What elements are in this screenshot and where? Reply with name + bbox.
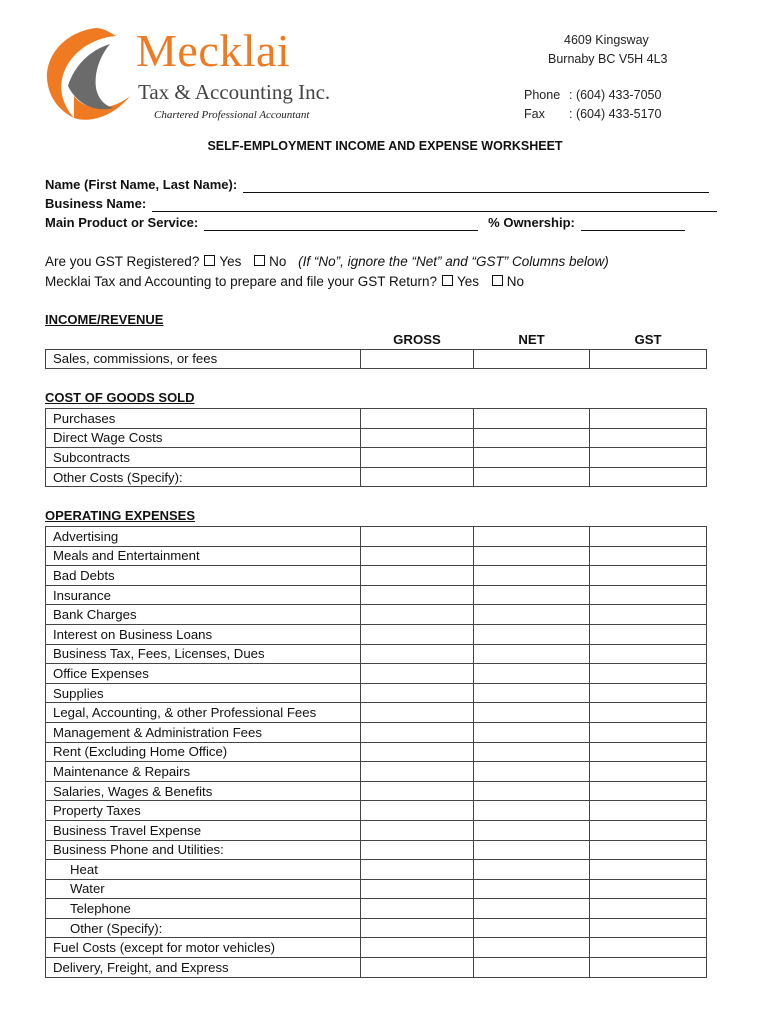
row-label: Legal, Accounting, & other Professional Fees (46, 703, 361, 723)
product-label: Main Product or Service: (45, 215, 199, 230)
income-table (45, 330, 707, 369)
gst-registered-row (45, 254, 609, 269)
business-label: Business Name: (45, 196, 147, 211)
gst-cell[interactable] (590, 664, 707, 684)
gst-cell[interactable] (590, 938, 707, 958)
table-row (46, 781, 707, 801)
table-row (46, 703, 707, 723)
table-row (46, 546, 707, 566)
row-label: Salaries, Wages & Benefits (46, 781, 361, 801)
gst-no-checkbox[interactable] (254, 255, 265, 266)
gst-header: GST (590, 330, 707, 349)
gross-cell[interactable] (361, 585, 474, 605)
table-row (46, 467, 707, 487)
net-cell[interactable] (474, 722, 590, 742)
gst-yes-checkbox[interactable] (204, 255, 215, 266)
gross-cell[interactable] (361, 938, 474, 958)
gross-cell[interactable] (361, 624, 474, 644)
table-row (46, 840, 707, 860)
gross-cell[interactable] (361, 762, 474, 782)
gst-cell[interactable] (590, 546, 707, 566)
table-row (46, 938, 707, 958)
gst-file-question: Mecklai Tax and Accounting to prepare and file your GST Return? (45, 274, 437, 289)
row-label: Business Tax, Fees, Licenses, Dues (46, 644, 361, 664)
gst-no-label: No (269, 254, 287, 269)
gst-file-row (45, 274, 524, 289)
phone-label: Phone (524, 88, 561, 102)
gst-question: Are you GST Registered? (45, 254, 200, 269)
row-label: Supplies (46, 683, 361, 703)
gross-cell[interactable] (361, 566, 474, 586)
ownership-label: % Ownership: (488, 215, 575, 230)
header-spacer (46, 330, 361, 349)
row-label: Sales, commissions, or fees (46, 349, 361, 369)
table-row (46, 349, 707, 369)
company-logo (44, 26, 344, 126)
net-cell[interactable] (474, 527, 590, 547)
row-label: Water (46, 879, 361, 899)
gross-cell[interactable] (361, 958, 474, 978)
net-cell[interactable] (474, 938, 590, 958)
gst-cell[interactable] (590, 801, 707, 821)
row-label: Advertising (46, 527, 361, 547)
company-address (524, 31, 668, 124)
opex-table (45, 526, 707, 978)
opex-section-title: OPERATING EXPENSES (45, 508, 196, 523)
net-cell[interactable] (474, 428, 590, 448)
column-header-row (46, 330, 707, 349)
table-row (46, 664, 707, 684)
net-cell[interactable] (474, 683, 590, 703)
gross-cell[interactable] (361, 664, 474, 684)
row-label: Property Taxes (46, 801, 361, 821)
gst-cell[interactable] (590, 899, 707, 919)
gst-cell[interactable] (590, 683, 707, 703)
net-cell[interactable] (474, 585, 590, 605)
gross-cell[interactable] (361, 899, 474, 919)
cogs-section-title: COST OF GOODS SOLD (45, 390, 195, 405)
net-cell[interactable] (474, 624, 590, 644)
table-row (46, 683, 707, 703)
net-cell[interactable] (474, 918, 590, 938)
phone-row (524, 86, 668, 105)
row-label: Subcontracts (46, 448, 361, 468)
gross-cell[interactable] (361, 801, 474, 821)
table-row (46, 585, 707, 605)
row-label: Office Expenses (46, 664, 361, 684)
phone-number: : (604) 433-7050 (569, 88, 662, 102)
gst-cell[interactable] (590, 742, 707, 762)
fax-label: Fax (524, 107, 545, 121)
gst-cell[interactable] (590, 860, 707, 880)
gross-cell[interactable] (361, 781, 474, 801)
gross-cell[interactable] (361, 742, 474, 762)
gst-cell[interactable] (590, 781, 707, 801)
name-label: Name (First Name, Last Name): (45, 177, 238, 192)
table-row (46, 428, 707, 448)
gross-cell[interactable] (361, 840, 474, 860)
row-label: Maintenance & Repairs (46, 762, 361, 782)
gst-cell[interactable] (590, 428, 707, 448)
table-row (46, 860, 707, 880)
business-line[interactable] (152, 198, 717, 212)
row-label: Telephone (46, 899, 361, 919)
company-subtitle: Tax & Accounting Inc. (138, 80, 331, 104)
gross-cell[interactable] (361, 918, 474, 938)
table-row (46, 879, 707, 899)
net-cell[interactable] (474, 899, 590, 919)
table-row (46, 566, 707, 586)
net-cell[interactable] (474, 781, 590, 801)
name-field-row (45, 177, 709, 193)
row-label: Other Costs (Specify): (46, 467, 361, 487)
gst-cell[interactable] (590, 566, 707, 586)
gst-cell[interactable] (590, 448, 707, 468)
gst-cell[interactable] (590, 840, 707, 860)
net-cell[interactable] (474, 467, 590, 487)
product-field-row (45, 215, 685, 231)
row-label: Other (Specify): (46, 918, 361, 938)
row-label: Rent (Excluding Home Office) (46, 742, 361, 762)
table-row (46, 624, 707, 644)
net-cell[interactable] (474, 566, 590, 586)
net-header: NET (474, 330, 590, 349)
table-row (46, 409, 707, 429)
gst-cell[interactable] (590, 605, 707, 625)
table-row (46, 801, 707, 821)
table-row (46, 722, 707, 742)
business-field-row (45, 196, 717, 212)
gst-cell[interactable] (590, 703, 707, 723)
income-section-title: INCOME/REVENUE (45, 312, 164, 327)
row-label: Direct Wage Costs (46, 428, 361, 448)
gst-cell[interactable] (590, 644, 707, 664)
net-cell[interactable] (474, 958, 590, 978)
table-row (46, 644, 707, 664)
gst-cell[interactable] (590, 349, 707, 369)
gst-note: (If “No”, ignore the “Net” and “GST” Columns below) (298, 254, 609, 269)
gst-cell[interactable] (590, 409, 707, 429)
table-row (46, 918, 707, 938)
net-cell[interactable] (474, 860, 590, 880)
net-cell[interactable] (474, 409, 590, 429)
gross-cell[interactable] (361, 703, 474, 723)
gst-cell[interactable] (590, 820, 707, 840)
row-label: Delivery, Freight, and Express (46, 958, 361, 978)
row-label: Business Phone and Utilities: (46, 840, 361, 860)
product-line[interactable] (204, 217, 478, 231)
gross-cell[interactable] (361, 644, 474, 664)
row-label: Bank Charges (46, 605, 361, 625)
net-cell[interactable] (474, 840, 590, 860)
gst-cell[interactable] (590, 879, 707, 899)
net-cell[interactable] (474, 448, 590, 468)
table-row (46, 899, 707, 919)
company-tagline: Chartered Professional Accountant (154, 109, 310, 121)
logo-swoosh-icon (44, 26, 134, 120)
gross-cell[interactable] (361, 428, 474, 448)
net-cell[interactable] (474, 820, 590, 840)
gst-yes-label: Yes (219, 254, 242, 269)
fax-number: : (604) 433-5170 (569, 107, 662, 121)
table-row (46, 820, 707, 840)
table-row (46, 742, 707, 762)
table-row (46, 762, 707, 782)
gst-cell[interactable] (590, 918, 707, 938)
gst-cell[interactable] (590, 585, 707, 605)
net-cell[interactable] (474, 742, 590, 762)
gross-cell[interactable] (361, 467, 474, 487)
net-cell[interactable] (474, 546, 590, 566)
net-cell[interactable] (474, 703, 590, 723)
net-cell[interactable] (474, 605, 590, 625)
row-label: Management & Administration Fees (46, 722, 361, 742)
net-cell[interactable] (474, 644, 590, 664)
gst-cell[interactable] (590, 527, 707, 547)
table-row (46, 958, 707, 978)
fax-row (524, 105, 668, 124)
company-name: Mecklai (136, 25, 291, 76)
name-line[interactable] (243, 179, 709, 193)
cogs-table (45, 408, 707, 487)
table-row (46, 605, 707, 625)
gross-cell[interactable] (361, 546, 474, 566)
file-yes-checkbox[interactable] (442, 275, 453, 286)
gross-header: GROSS (361, 330, 474, 349)
gross-cell[interactable] (361, 349, 474, 369)
net-cell[interactable] (474, 879, 590, 899)
address-line-2: Burnaby BC V5H 4L3 (548, 52, 668, 66)
worksheet-title: SELF-EMPLOYMENT INCOME AND EXPENSE WORKSHEET (207, 139, 563, 153)
ownership-line[interactable] (581, 217, 685, 231)
gst-cell[interactable] (590, 762, 707, 782)
gross-cell[interactable] (361, 683, 474, 703)
net-cell[interactable] (474, 664, 590, 684)
gross-cell[interactable] (361, 722, 474, 742)
address-line-1: 4609 Kingsway (564, 33, 649, 47)
row-label: Interest on Business Loans (46, 624, 361, 644)
row-label: Bad Debts (46, 566, 361, 586)
row-label: Insurance (46, 585, 361, 605)
file-no-checkbox[interactable] (492, 275, 503, 286)
row-label: Purchases (46, 409, 361, 429)
gross-cell[interactable] (361, 448, 474, 468)
row-label: Meals and Entertainment (46, 546, 361, 566)
gst-cell[interactable] (590, 958, 707, 978)
file-no-label: No (506, 274, 525, 289)
gross-cell[interactable] (361, 409, 474, 429)
gross-cell[interactable] (361, 860, 474, 880)
net-cell[interactable] (474, 349, 590, 369)
table-row (46, 448, 707, 468)
row-label: Fuel Costs (except for motor vehicles) (46, 938, 361, 958)
net-cell[interactable] (474, 801, 590, 821)
gross-cell[interactable] (361, 605, 474, 625)
row-label: Heat (46, 860, 361, 880)
gst-cell[interactable] (590, 467, 707, 487)
gross-cell[interactable] (361, 820, 474, 840)
gross-cell[interactable] (361, 527, 474, 547)
file-yes-label: Yes (456, 274, 480, 289)
gst-cell[interactable] (590, 722, 707, 742)
row-label: Business Travel Expense (46, 820, 361, 840)
net-cell[interactable] (474, 762, 590, 782)
gross-cell[interactable] (361, 879, 474, 899)
table-row (46, 527, 707, 547)
gst-cell[interactable] (590, 624, 707, 644)
